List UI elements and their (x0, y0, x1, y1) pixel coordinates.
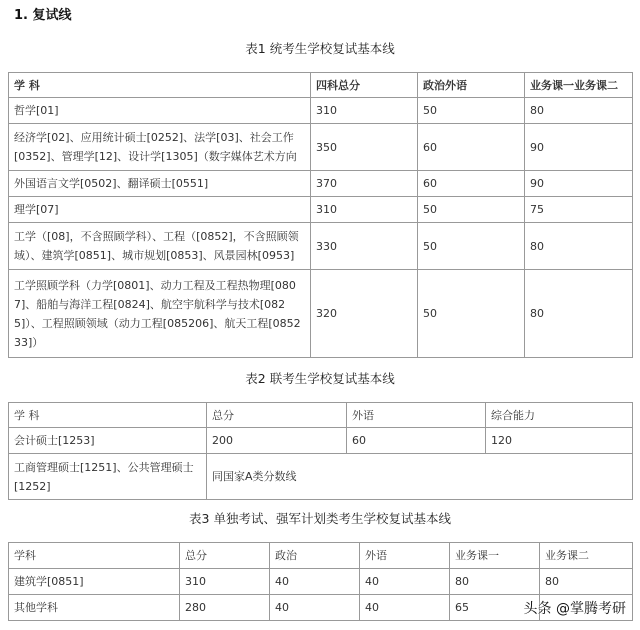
table3-header-cell: 外语 (360, 543, 450, 569)
table1-header-cell: 业务课一业务课二 (525, 73, 633, 98)
table-cell: 75 (525, 197, 633, 223)
table3-header-cell: 业务课二 (540, 543, 633, 569)
table-cell: 40 (270, 595, 360, 621)
table-cell: 370 (311, 171, 418, 197)
table-cell: 工学（[08]，不含照顾学科）、工程（[0852]，不含照顾领域）、建筑学[0851]、城市规划[0853]、风景园林[0953] (9, 223, 311, 270)
table-row (9, 454, 633, 500)
table-cell: 40 (270, 569, 360, 595)
table-row (9, 428, 633, 454)
table-cell: 330 (311, 223, 418, 270)
table-cell: 理学[07] (9, 197, 311, 223)
table-row (9, 98, 633, 124)
table2-caption: 表2 联考生学校复试基本线 (245, 371, 395, 386)
table1-header-cell: 政治外语 (418, 73, 525, 98)
table-row (9, 569, 633, 595)
table-cell: 建筑学[0851] (9, 569, 180, 595)
table2-header-row (9, 403, 633, 428)
table-cell: 80 (450, 569, 540, 595)
table3-caption: 表3 单独考试、强军计划类考生学校复试基本线 (189, 511, 451, 526)
section-heading: 1. 复试线 (14, 8, 72, 23)
watermark: 头条 @掌腾考研 (523, 601, 626, 617)
table-cell: 310 (180, 569, 270, 595)
table-cell: 工商管理硕士[1251]、公共管理硕士[1252] (9, 454, 207, 500)
table-row (9, 270, 633, 358)
table-cell-merged-note: 同国家A类分数线 (207, 454, 633, 500)
table-cell: 60 (418, 171, 525, 197)
table-cell: 65 (450, 595, 540, 621)
table3-header-cell: 总分 (180, 543, 270, 569)
table-cell: 50 (418, 98, 525, 124)
table3-header-cell: 政治 (270, 543, 360, 569)
table-cell: 80 (525, 270, 633, 358)
table-cell: 310 (311, 98, 418, 124)
table-cell: 50 (418, 270, 525, 358)
table3-header-cell: 业务课一 (450, 543, 540, 569)
table-cell: 80 (525, 223, 633, 270)
table1-caption: 表1 统考生学校复试基本线 (245, 41, 395, 56)
table-cell: 50 (418, 223, 525, 270)
table-cell: 80 (540, 569, 633, 595)
table3-header-row (9, 543, 633, 569)
table2-header-cell: 综合能力 (486, 403, 633, 428)
table-cell: 会计硕士[1253] (9, 428, 207, 454)
table-cell: 80 (525, 98, 633, 124)
table-row (9, 223, 633, 270)
table-cell: 外国语言文学[0502]、翻译硕士[0551] (9, 171, 311, 197)
table-cell: 40 (360, 595, 450, 621)
table-cell: 其他学科 (9, 595, 180, 621)
table1 (8, 72, 633, 358)
table1-header-cell: 学 科 (9, 73, 311, 98)
table-cell: 60 (347, 428, 486, 454)
table-cell: 120 (486, 428, 633, 454)
table-cell: 90 (525, 124, 633, 171)
table-cell: 40 (360, 569, 450, 595)
table-row (9, 197, 633, 223)
table2-header-cell: 外语 (347, 403, 486, 428)
table-cell: 350 (311, 124, 418, 171)
table2 (8, 402, 633, 500)
table2-header-cell: 学 科 (9, 403, 207, 428)
table-cell: 310 (311, 197, 418, 223)
table-cell: 工学照顾学科（力学[0801]、动力工程及工程热物理[0807]、船舶与海洋工程[0824]、航空宇航科学与技术[0825]）、工程照顾领域（动力工程[085206]、航天工程[085233]） (9, 270, 311, 358)
table-cell: 90 (525, 171, 633, 197)
table-cell: 50 (418, 197, 525, 223)
table-cell: 320 (311, 270, 418, 358)
table-cell: 280 (180, 595, 270, 621)
table2-header-cell: 总分 (207, 403, 347, 428)
table-row (9, 171, 633, 197)
table1-header-cell: 四科总分 (311, 73, 418, 98)
table-cell: 200 (207, 428, 347, 454)
table-cell: 哲学[01] (9, 98, 311, 124)
table1-header-row (9, 73, 633, 98)
table-cell: 60 (418, 124, 525, 171)
table-cell: 经济学[02]、应用统计硕士[0252]、法学[03]、社会工作[0352]、管理学[12]、设计学[1305]（数字媒体艺术方向 (9, 124, 311, 171)
table3-header-cell: 学科 (9, 543, 180, 569)
table-row (9, 124, 633, 171)
